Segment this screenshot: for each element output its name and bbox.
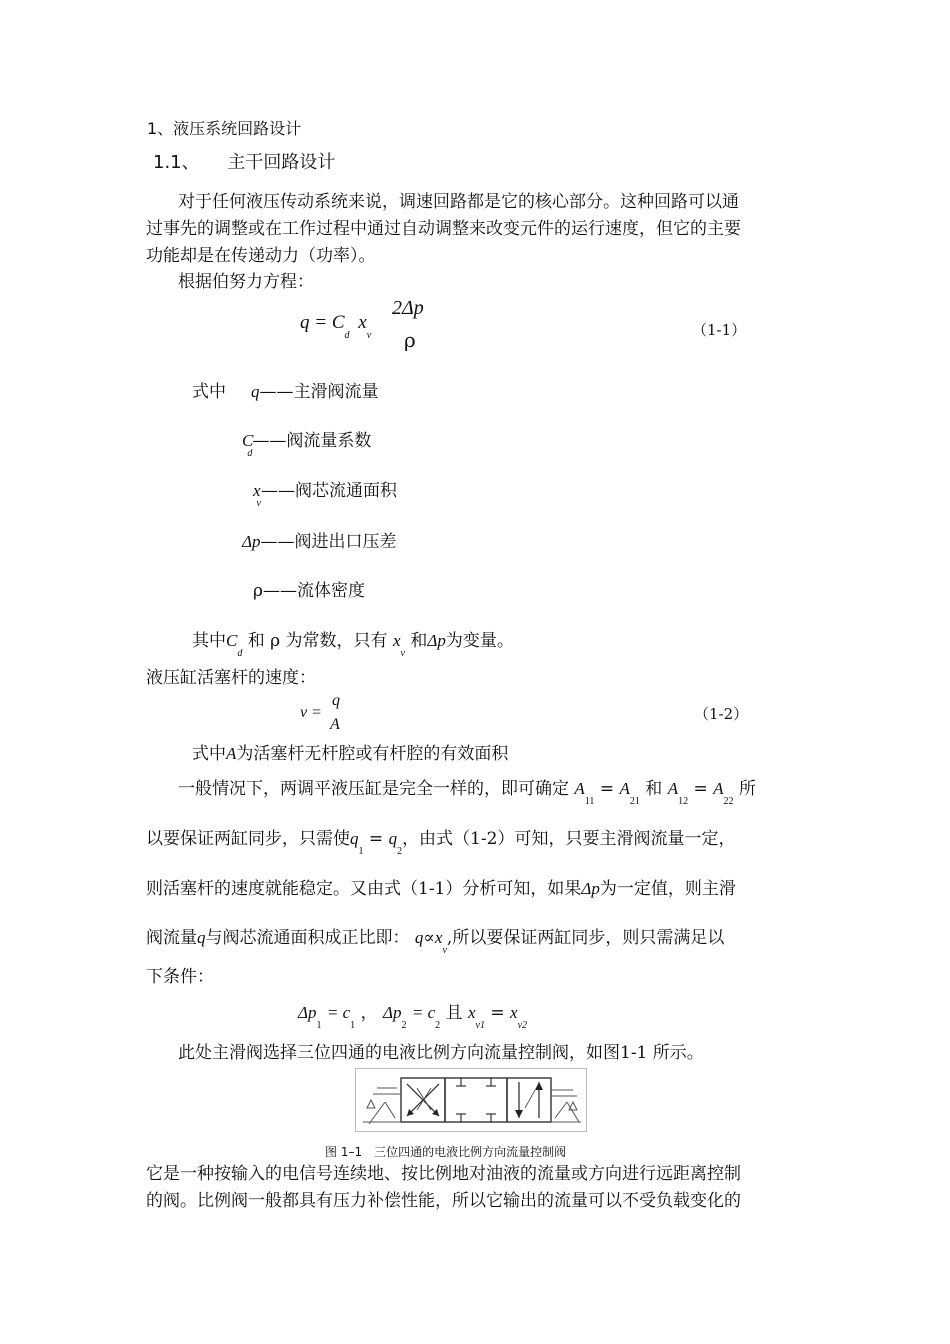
figure-caption: 图 1–1 三位四通的电液比例方向流量控制阀: [325, 1145, 567, 1159]
section-heading: 1、液压系统回路设计: [147, 119, 302, 138]
subsection-number: 1.1、: [153, 152, 200, 173]
intro-line-3: 功能却是在传递动力（功率）。: [146, 246, 376, 266]
symbol-def-q: q——主滑阀流量: [251, 382, 379, 402]
symbol-def-dp: Δp——阀进出口压差: [242, 532, 397, 552]
final-line-2: 的阀。比例阀一般都具有压力补偿性能，所以它输出的流量可以不受负载变化的: [146, 1191, 741, 1211]
constants-line: 其中$C_d$ 和 ρ 为常数，只有 $x_v$ 和Δp为变量。: [192, 631, 514, 659]
para2-line-4: 阀流量q与阀芯流通面积成正比即： $q\propto x_v$,所以要保证两缸同步，则只需满足以: [146, 928, 725, 956]
equation-2-numerator: q: [332, 692, 340, 709]
symbols-intro: 式中: [192, 382, 226, 402]
para2-line-3: 则活塞杆的速度就能稳定。又由式（1-1）分析可知，如果Δp为一定值，则主滑: [146, 879, 736, 899]
intro-line-4: 根据伯努力方程：: [178, 272, 314, 292]
equation-1-number: （1-1）: [692, 321, 747, 339]
equation-1-numerator: 2Δp: [392, 297, 424, 319]
symbol-def-cd: $C_d——$阀流量系数: [242, 431, 372, 459]
equation-1-denominator: ρ: [404, 328, 416, 352]
valve-sentence: 此处主滑阀选择三位四通的电液比例方向流量控制阀，如图1-1 所示。: [178, 1043, 704, 1063]
conditions-line: $\Delta p_1 = c_1$ ， $\Delta p_2 = c_2$ 且 $x_{v1} = x_{v2}$: [298, 1003, 528, 1031]
equation-2-lhs: v =: [300, 704, 322, 721]
equation-2-denominator: A: [330, 716, 340, 733]
symbol-def-rho: ρ——流体密度: [253, 581, 365, 601]
para2-line-1: 一般情况下，两调平液压缸是完全一样的，即可确定 $A_{11} = A_{21}$ 和 $A_{12} = A_{22}$ 所: [178, 779, 756, 807]
para2-line-2: 以要保证两缸同步，只需使$q_1 = q_2$，由式（1-2）可知，只要主滑阀流量一定，: [146, 829, 736, 857]
intro-line-2: 过事先的调整或在工作过程中通过自动调整来改变元件的运行速度，但它的主要: [146, 219, 741, 239]
intro-line-1: 对于任何液压传动系统来说，调速回路都是它的核心部分。这种回路可以通: [178, 192, 739, 212]
valve-figure: [355, 1068, 587, 1132]
subsection-title: 主干回路设计: [227, 152, 336, 173]
final-line-1: 它是一种按输入的电信号连续地、按比例地对油液的流量或方向进行远距离控制: [146, 1164, 741, 1184]
para2-line-5: 下条件：: [146, 967, 214, 987]
symbol-def-xv: $x_v——$阀芯流通面积: [253, 481, 397, 509]
valve-symbol-icon: [355, 1068, 587, 1132]
subsection-heading: [153, 148, 335, 174]
equation-2-number: （1-2）: [694, 705, 749, 723]
velocity-intro: 液压缸活塞杆的速度：: [146, 668, 316, 688]
where-a-line: 式中A为活塞杆无杆腔或有杆腔的有效面积: [192, 744, 509, 764]
equation-1-lhs: $q = C_d$ $x_v$: [300, 312, 372, 341]
